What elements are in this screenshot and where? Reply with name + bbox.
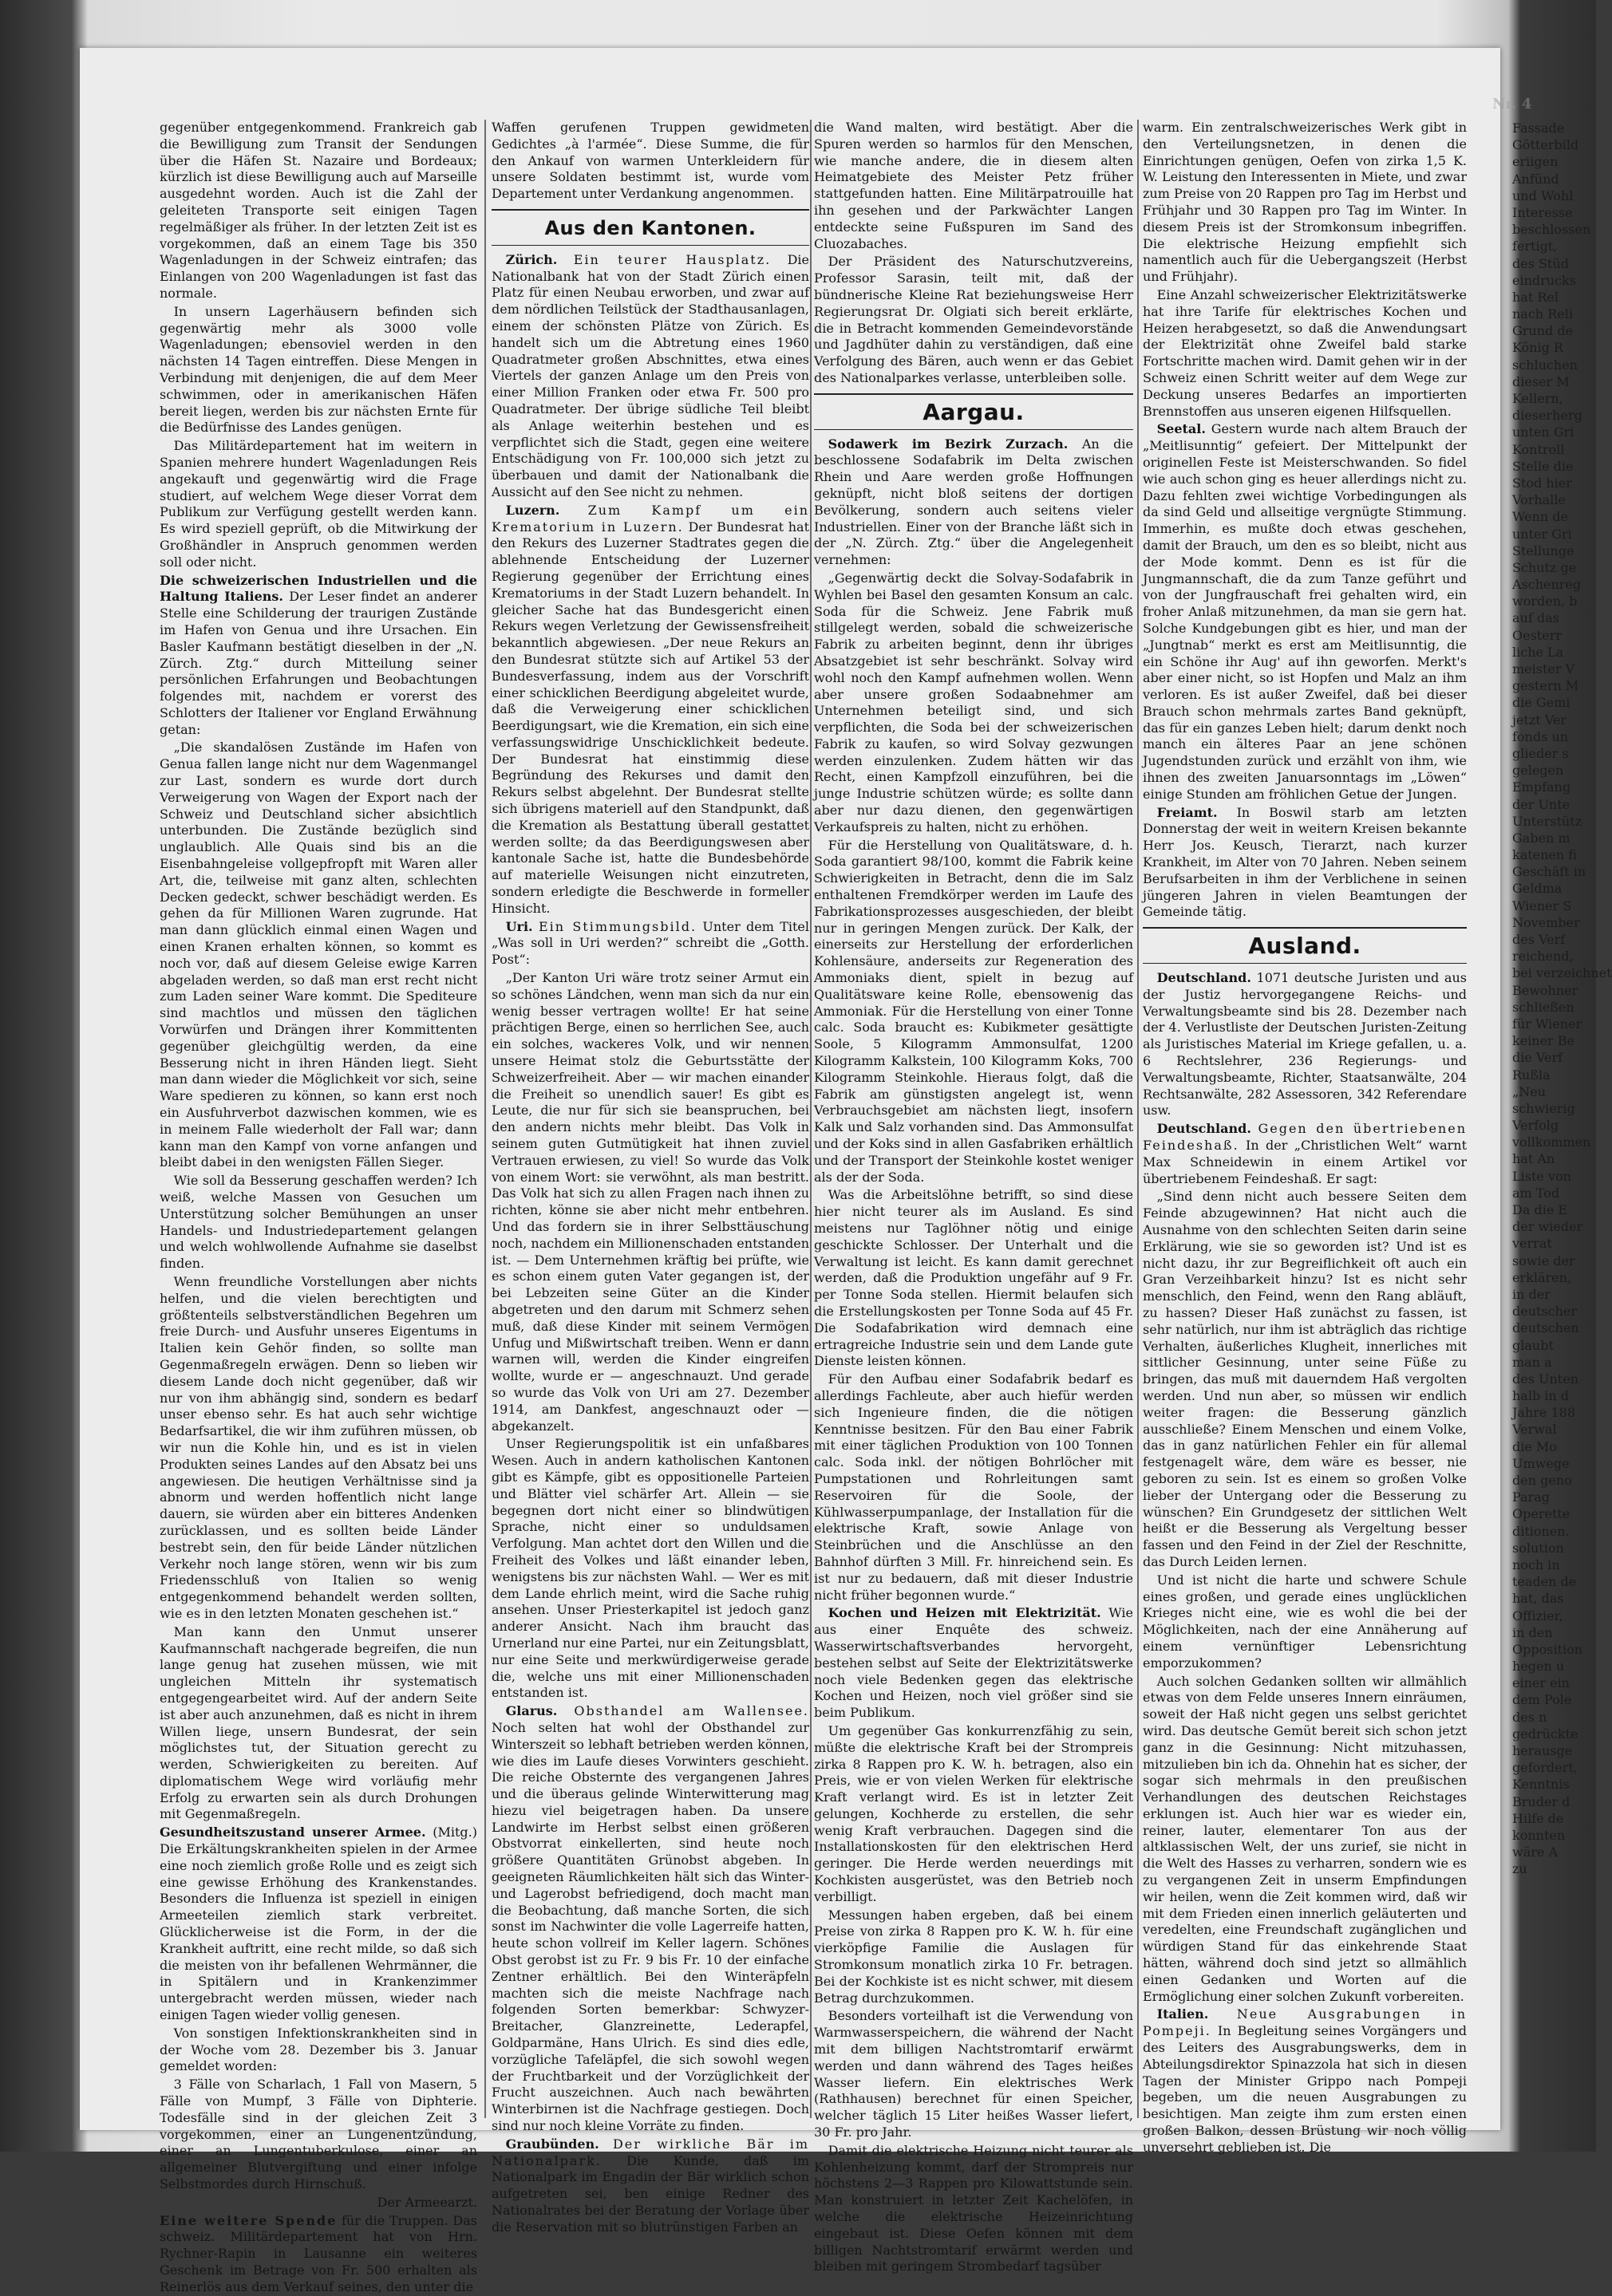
fragment-line: Opposition bbox=[1512, 1641, 1583, 1657]
fragment-line: Da die E bbox=[1512, 1202, 1568, 1217]
article-heading: Seetal. bbox=[1156, 421, 1206, 437]
paragraph: Die Nationalbank hat von der Stadt Zürich einen Platz für einen Neubau erworben, und zwar auf dem nördlichen Teilstück der Stadthausanlagen, einem der schönsten Plätze von Zürich. Es handelt sich um die Abtretung eines 1960 Quadratmeter großen Abschnittes, etwa eines Viertels der ganzen Anlage um den Preis von einer Million Franken oder etwa Fr. 500 pro Quadratmeter. Der übrige südliche Teil bleibt als Anlage weiterhin bestehen und es verpflichtet sich die Stadt, gegen eine weitere Entschädigung von Fr. 100,000 sich jetzt zu überbauen und damit der Nationalbank die Aussicht auf den See nicht zu nehmen. bbox=[492, 251, 809, 499]
paragraph: An die beschlossene Sodafabrik im Delta zwischen Rhein und Aare werden große Hoffnungen geknüpft, nicht bloß seitens der dortigen Bevölkerung, sondern auch seitens vieler Industriellen. Einer von der Branche läßt sich in der „N. Zürch. Ztg.“ über die Angelegenheit vernehmen: bbox=[814, 436, 1133, 568]
paragraph: Für den Aufbau einer Sodafabrik bedarf es allerdings Fachleute, aber auch hiefür werden sich Ingenieure finden, die die nötigen Kenntnisse besitzen. Für den Bau einer Fabrik mit einer täglichen Produktion von 100 Tonnen calc. Soda inkl. der nötigen Bohrlöcher mit Pumpstationen und Rohrleitungen samt Reservoiren für die Soole, der Kühlwasserpumpanlage, der Installation für die elektrische Kraft, sowie Anlage von Steinbrüchen und die Anschlüsse an den Bahnhof dürften 3 Mill. Fr. hinreichend sein. Es ist nur zu bedauern, daß mit dieser Industrie nicht früher begonnen wurde.“ bbox=[814, 1371, 1133, 1603]
paragraph: Gestern wurde nach altem Brauch der „Meitlisunntig“ gefeiert. Der Mittelpunkt der originellen Feste ist Meisterschwanden. So fidel wie auch schon ging es heuer allerdings nicht zu. Dazu fehlten zwei wichtige Vorbedingungen als da sind Geld und allseitige vergnügte Stimmung. Immerhin, es mußte doch etwas geschehen, damit der Brauch, um den es so bleibt, nicht aus der Mode kommt. Denn es ist für die Jungmannschaft, die da zum Tanze geführt und von der Jungfrauschaft frei gehalten wird, ein froher Anlaß mitzunehmen, da man sie gern hat. Solche Kundgebungen gibt es hier, und man der „Jungtnab“ merkt es erst am Meitlisunntig, die ein Schöne ihr Aug' auf ihn geworfen. Merkt's aber einer nicht, so ist Hopfen und Malz an ihm verloren. Es ist außer Zweifel, daß bei dieser Brauch schon mehrmals zartes Band geknüpft, das für ein ganzes Leben hielt; darum denkt noch manch ein älteres Paar an jene schönen Jugendstunden zurück und erzählt von ihm, wie ihnen des zweiten Januarsonntags im „Löwen“ einige Stunden am fröhlichen Getue der Jungen. bbox=[1143, 421, 1467, 802]
fragment-line: deutschen bbox=[1512, 1320, 1579, 1336]
section-heading: Aus den Kantonen. bbox=[544, 216, 757, 239]
fragment-line: jetzt Ver bbox=[1512, 712, 1567, 728]
paragraph: „Die skandalösen Zustände im Hafen von Genua fallen lange nicht nur dem Wagenmangel zur Last, sondern es wurde dort durch Verweigerung von Wagen der Export nach der Schweiz und Deutschland sicher absichtlich unterbunden. Die Zustände bezüglich sind unglaublich. Alle Quais sind bis an die Eisenbahngeleise vollgepfropft mit Waren aller Art, die, teilweise mit ganz alten, schlechten Decken gedeckt, schwer beschädigt werden. Es gehen da für Millionen Waren zugrunde. Hat man dann glücklich einmal einen Wagen und einen Kranen erhalten können, so kommt es noch vor, daß auf diesem Geleise ewige Karren abgeladen werden, so daß man erst recht nicht zum Laden seiner Ware kommt. Die Spediteure sind machtlos und müssen den täglichen Vorwürfen und Drängen ihrer Kommittenten gegenüber gleichgültig werden, da eine Besserung nicht in ihren Händen liegt. Sieht man dann wieder die Möglichkeit vor sich, seine Ware spedieren zu können, so kann erst noch ein Ausfuhrverbot dazwischen kommen, wie es in meinem Falle wiederholt der Fall war; dann kann man den Kampf von vorne anfangen und bleibt dabei in den wenigsten Fällen Sieger. bbox=[160, 740, 477, 1170]
fragment-line: am Tod bbox=[1512, 1185, 1560, 1201]
fragment-line: die Mo bbox=[1512, 1438, 1557, 1454]
article-heading: Gesundheitszustand unserer Armee. bbox=[160, 1825, 426, 1840]
fragment-line: Liste von bbox=[1512, 1168, 1571, 1184]
section-rule bbox=[492, 245, 809, 246]
fragment-line: des Verf bbox=[1512, 932, 1566, 947]
paragraph: Die Kunde, daß im Nationalpark im Engadin der Bär wirklich schon aufgetreten sei, ben einige Redner des Nationalrates bei der Beratung der Vorlage über die Reservation mit so blutrünstigen Farben an bbox=[492, 2152, 809, 2235]
fragment-line: Stelle die bbox=[1512, 458, 1574, 474]
fragment-line: Geschäft in bbox=[1512, 864, 1586, 880]
fragment-line: Interesse bbox=[1512, 204, 1573, 220]
column-rule bbox=[1137, 120, 1139, 2118]
fragment-line: Anfünd bbox=[1512, 171, 1559, 187]
column-5-fragment bbox=[1512, 120, 1612, 2122]
article-note: (Mitg.) bbox=[433, 1825, 477, 1840]
fragment-line: Rußla bbox=[1512, 1067, 1551, 1083]
column-1 bbox=[160, 120, 478, 2294]
fragment-line: in der bbox=[1512, 1286, 1551, 1302]
fragment-line: Fassade bbox=[1512, 120, 1565, 136]
fragment-line: deutscher bbox=[1512, 1304, 1578, 1320]
paragraph: Noch selten hat wohl der Obsthandel zur Winterszeit so lebhaft betrieben werden können, wie dies im Laufe dieses Vorwinters geschieht. Die reiche Obsternte des vergangenen Jahres und die überaus gelinde Winterwitterung mag hiezu viel beigetragen haben. Da unsere Landwirte im Herbst selbst einen größeren Obstvorrat einkellerten, sind heute noch größere Quantitäten Grünobst abgeben. In geeigneten Räumlichkeiten hält sich das Winter- und Lagerobst befriedigend, doch macht man die Beobachtung, daß manche Sorten, die sich sonst im Nachwinter die volle Lagerreife hatten, heute schon vollreif im Keller lagern. Schönes Obst gerobst ist zu Fr. 9 bis Fr. 10 der einfache Zentner erhältlich. Bei den Winteräpfeln machten sich die meiste Nachfrage nach folgenden Sorten bemerkbar: Schwyzer-Breitacher, Glanzreinette, Lederapfel, Goldparmäne, Hans Ulrich. Es sind dies edle, vorzügliche Tafeläpfel, die sich sowohl wegen der Fruchtbarkeit und der Vorzüglichkeit der Frucht auszeichnen. Auch nach bewährten Winterbirnen ist die Nachfrage gestiegen. Doch sind nur noch kleine Vorräte zu finden. bbox=[492, 1719, 809, 2134]
fragment-line: liche La bbox=[1512, 644, 1564, 660]
fragment-line: des Stüd bbox=[1512, 255, 1569, 271]
fragment-line: die Gemi bbox=[1512, 695, 1571, 711]
fragment-line: noch in bbox=[1512, 1556, 1560, 1572]
paragraph: Damit die elektrische Heizung nicht teurer als Kohlenheizung kommt, darf der Strompreis nur höchstens 2—3 Rappen pro Kilowattstunde sein. Man konstruiert in letzter Zeit Kachelöfen, in welche die elektrische Heizeinrichtung eingebaut ist. Diese Oefen können mit dem billigen Nachtstromtarif erwärmt werden und bleiben mit geringem Strombedarf tagsüber bbox=[814, 2142, 1133, 2274]
fragment-line: Vorhalle bbox=[1512, 492, 1566, 508]
fragment-line: glaubt bbox=[1512, 1337, 1554, 1353]
paragraph: In unsern Lagerhäusern befinden sich gegenwärtig mehr als 3000 volle Wagenladungen; ebensoviel werden in den nächsten 14 Tagen eintreffen. Diese Mengen in Verbindung mit denjenigen, die auf dem Meer schwimmen, oder in amerikanischen Häfen bereit liegen, werden bis zur nächsten Ernte für die Bedürfnisse des Landes genügen. bbox=[160, 303, 477, 436]
fragment-line: Verwal bbox=[1512, 1422, 1557, 1438]
fragment-line: dem Pole bbox=[1512, 1692, 1572, 1708]
paragraph: Eine Anzahl schweizerischer Elektrizitätswerke hat ihre Tarife für elektrisches Kochen und Heizen herabgesetzt, so daß die Anwendungsart der Elektrizität ohne Zweifel bald starke Fortschritte machen wird. Damit gehen wir in der Schweiz einen Schritt weiter auf dem Wege zur Deckung unseres Bedarfes an importierten Brennstoffen aus unseren eigenen Hilfsquellen. bbox=[1143, 286, 1467, 419]
fragment-line: meister V bbox=[1512, 661, 1575, 677]
fragment-line: und Wohl bbox=[1512, 187, 1574, 203]
section-rule bbox=[814, 393, 1133, 395]
fragment-line: Wiener S bbox=[1512, 897, 1572, 913]
fragment-line: Grund de bbox=[1512, 323, 1574, 339]
canton-heading: Graubünden. bbox=[505, 2136, 599, 2152]
article-heading: Eine weitere Spende bbox=[160, 2212, 338, 2228]
canton-heading: Zürich. bbox=[505, 251, 558, 267]
column-4 bbox=[1143, 120, 1468, 2155]
fragment-line: gestern M bbox=[1512, 678, 1579, 694]
fragment-line: Kenntnis bbox=[1512, 1777, 1570, 1793]
paragraph: In Begleitung seines Vorgängers und des Leiters des Ausgrabungswerks, dem in Abteilungsdirektor Spinazzola hat sich in diesen Tagen der Minister Grippo nach Pompeji begeben, um die neuen Ausgrabungen zu besichtigen. Man zeigte ihm zum ersten einen großen Balkon, dessen Brüstung wir noch völlig unversehrt geblieben ist. Die bbox=[1143, 2023, 1467, 2155]
canton-heading: Luzern. bbox=[505, 502, 560, 518]
fragment-line: Stod hier bbox=[1512, 475, 1572, 491]
country-heading: Italien. bbox=[1156, 2006, 1209, 2022]
fragment-line: November bbox=[1512, 914, 1580, 930]
fragment-line: schließen bbox=[1512, 999, 1574, 1015]
fragment-line: dieser M bbox=[1512, 373, 1570, 389]
paragraph: In der „Christlichen Welt“ warnt Max Schneidewin in einem Artikel vor übertriebenem Feindeshaß. Er sagt: bbox=[1143, 1138, 1468, 1186]
paragraph: Der Präsident des Naturschutzvereins, Professor Sarasin, teilt mit, daß der bündnerische Kleine Rat beziehungsweise Herr Regierungsrat Dr. Olgiati sich bereit erklärte, die in Betracht kommenden Gemeindevorstände und Jagdhüter dahin zu verständigen, daß eine Verfolgung des Bären, auch wenn er das Gebiet des Nationalparkes verlasse, unterbleiben solle. bbox=[814, 254, 1133, 385]
article-heading: Sodawerk im Bezirk Zurzach. bbox=[828, 436, 1069, 452]
fragment-line: für Wiener bbox=[1512, 1016, 1582, 1032]
paragraph: Messungen haben ergeben, daß bei einem Preise von zirka 8 Rappen pro K. W. h. für eine vierköpfige Familie die Auslagen für Stromkonsum monatlich zirka 10 Fr. betragen. Bei der Kochkiste ist es nicht schwer, mit diesem Betrag durchzukommen. bbox=[814, 1907, 1133, 2006]
fragment-line: gefordert, bbox=[1512, 1760, 1578, 1776]
fragment-line: der Unte bbox=[1512, 796, 1571, 812]
fragment-line: nach Reli bbox=[1512, 306, 1573, 322]
fragment-line: unten Gri bbox=[1512, 424, 1574, 440]
paragraph: 1071 deutsche Juristen und aus der Justiz hervorgegangene Reichs- und Verwaltungsbeamte sind bis 28. Dezember nach der 4. Verlustliste der Deutschen Juristen-Zeitung als Juristisches Material im Kriege gefallen, u. a. 6 Rechtslehrer, 236 Regierungs- und Verwaltungsbeamte, Richter, Staatsanwälte, 204 Rechtsanwälte, 282 Assessoren, 342 Referendare usw. bbox=[1143, 970, 1467, 1118]
fragment-line: teaden de bbox=[1512, 1574, 1577, 1590]
fragment-line: Parag bbox=[1512, 1489, 1551, 1505]
fragment-line: unter Gri bbox=[1512, 526, 1572, 542]
fragment-line: konnten bbox=[1512, 1827, 1566, 1843]
paragraph: Der Leser findet an anderer Stelle eine Schilderung der traurigen Zustände im Hafen von Genua und ihre Ursachen. Ein Basler Kaufmann bestätigt dieselben in der „N. Zürch. Ztg.“ durch Mitteilung seiner persönlichen Erfahrungen und Beobachtungen folgendes mit, nachdem er vorerst des Schlotters der Italiener vor England Erwähnung getan: bbox=[160, 589, 478, 737]
column-2 bbox=[492, 120, 810, 2235]
paragraph: 3 Fälle von Scharlach, 1 Fall von Masern, 5 Fälle von Mumpf, 3 Fälle von Diphterie. Todesfälle sind in der gleichen Zeit 3 vorgekommen, einer an Lungenentzündung, einer an Lungentuberkulose, einer an allgemeiner Blutvergiftung und einer infolge Selbstmordes durch Hirnschuß. bbox=[160, 2077, 477, 2192]
fragment-line: des n bbox=[1512, 1709, 1547, 1725]
fragment-line: erklären, bbox=[1512, 1269, 1571, 1285]
fragment-line: hegen u bbox=[1512, 1659, 1565, 1675]
paragraph: Von sonstigen Infektionskrankheiten sind in der Woche vom 28. Dezember bis 3. Januar gemeldet worden: bbox=[160, 2025, 477, 2074]
fragment-line: halb in d bbox=[1512, 1388, 1570, 1404]
paragraph: Die Erkältungskrankheiten spielen in der Armee eine noch ziemlich große Rolle und es zeigt sich eine gewisse Erhöhung des Krankenstandes. Besonders die Influenza ist speziell in einigen Armeeteilen ziemlich stark verbreitet. Glücklicherweise ist die Form, in der die Krankheit auftritt, eine recht milde, so daß sich die meisten von ihr befallenen Wehrmänner, die in Spitälern und in Krankenzimmer untergebracht werden müssen, wieder nach einigen Tagen wieder vollig genesen. bbox=[160, 1841, 477, 2023]
fragment-line: der wieder bbox=[1512, 1219, 1583, 1235]
article-heading: Die schweizerischen Industriellen und die Haltung Italiens. bbox=[160, 572, 477, 605]
section-rule bbox=[814, 429, 1133, 430]
paragraph: „Sind denn nicht auch bessere Seiten dem Feinde abzugewinnen? Hat nicht auch die Ausnahme von den schlechten Seiten darin seine Erklärung, wie sie so geworden ist? Und ist es nicht dazu, ihr zur Begreiflichkeit oft auch ein Gran Verzeihbarkeit hinzu? Ist es nicht sehr menschlich, den Feind, wenn den Rang abläuft, zu hassen? Dieser Haß zunächst zu fassen, ist sehr natürlich, nur ihm ist abträglich das richtige Verhalten, äußerliches Klugheit, innerliches mit sittlicher Gesinnung, unter seine Füße zu bringen, das muß mit dauerndem Haß vergolten werden. Und nun aber, so müssen wir endlich weiter fragen: die Besserung gänzlich ausschließe? Einem Menschen und einem Volke, das in ganz natürlichen Fehler ein für allemal festgenagelt wäre, dem wäre es besser, nie geboren zu sein. Ist es einem so großen Volke lieber der Untergang oder die Besserung zu wünschen? Ein Grundgesetz der sittlichen Welt heißt er die Besserung als Vergeltung besser fassen und den Feind in der Ziel der Reschnitte, das Durch Leiden lernen. bbox=[1143, 1189, 1467, 1569]
fragment-line: einer ein bbox=[1512, 1675, 1570, 1691]
fragment-line: Götterbild bbox=[1512, 137, 1579, 153]
fragment-line: vollkommen bbox=[1512, 1134, 1591, 1150]
fragment-line: sowie der bbox=[1512, 1253, 1575, 1268]
fragment-line: verrat bbox=[1512, 1236, 1552, 1252]
fragment-line: hat Rel bbox=[1512, 289, 1559, 305]
paragraph: warm. Ein zentralschweizerisches Werk gibt in den Verteilungsnetzen, in denen die Einrichtungen genügen, Oefen von zirka 1,5 K. W. Leistung den Interessenten in Miete, und zwar zum Preise von 20 Rappen pro Tag im Herbst und Frühjahr und 30 Rappen pro Tag im Winter. In diesem Preis ist der Stromkonsum inbegriffen. Die elektrische Heizung empfiehlt sich namentlich auch für die Uebergangszeit (Herbst und Frühjahr). bbox=[1143, 120, 1467, 285]
subheading: Ein teurer Hausplatz. bbox=[573, 251, 772, 267]
section-rule bbox=[1143, 963, 1467, 964]
paragraph: Was die Arbeitslöhne betrifft, so sind diese hier nicht teurer als im Ausland. Es sind meistens nur Taglöhner nötig und einige geschickte Schlosser. Der Unterhalt und die Verwaltung ist leicht. Es kann damit gerechnet werden, daß die Produktion ungefähr auf 9 Fr. per Tonne Soda stellen. Hiermit belaufen sich die Erstellungskosten per Tonne Soda auf 45 Fr. Die Sodafabrikation wird demnach eine ertragreiche Industrie sein und dem Lande gute Dienste leisten können. bbox=[814, 1187, 1133, 1369]
paragraph: Waffen gerufenen Truppen gewidmeten Gedichtes „à l'armée“. Diese Summe, die für den Ankauf von warmen Unterkleidern für unsere Soldaten bestimmt ist, wurde vom Departement unter Verdankung angenommen. bbox=[492, 120, 809, 202]
fragment-line: Umwege bbox=[1512, 1455, 1570, 1471]
subheading: Ein Stimmungsbild. bbox=[538, 918, 697, 934]
fragment-line: Kellern, bbox=[1512, 391, 1563, 406]
paragraph: Für die Herstellung von Qualitätsware, d. h. Soda garantiert 98/100, kommt die Fabrik keine Schwierigkeiten in Betracht, denn die im Salz enthaltenen Fremdkörper werden im Laufe des Fabrikationsprozesses ausgeschieden, der bleibt nur in geringen Mengen zurück. Der Kalk, der einerseits zur Herstellung der erforderlichen Kohlensäure, anderseits zur Regeneration des Ammoniaks dient, spielt in bezug auf Qualitätsware keine Rolle, ebensowenig das Ammoniak. Für die Herstellung von einer Tonne calc. Soda braucht es: Kubikmeter gesättigte Soole, 5 Kilogramm Ammonsulfat, 1200 Kilogramm Kalkstein, 100 Kilogramm Koks, 700 Kilogramm Steinkohle. Hieraus folgt, daß die Fabrik am günstigsten angelegt ist, wenn Verbrauchsgebiet am nächsten liegt, insofern Kalk und Salz vorhanden sind. Das Ammonsulfat und der Koks sind in allen Gasfabriken erhältlich und der Transport der Steinkohle kostet weniger als der der Soda. bbox=[814, 837, 1133, 1185]
subheading: Obsthandel am Wallensee. bbox=[574, 1703, 809, 1719]
fragment-line: hat, das bbox=[1512, 1591, 1564, 1607]
fragment-line: Operette bbox=[1512, 1506, 1571, 1522]
fragment-line: beschlossen bbox=[1512, 222, 1591, 238]
paragraph: Um gegenüber Gas konkurrenzfähig zu sein, müßte die elektrische Kraft bei der Strompreis zirka 8 Rappen pro K. W. h. betragen, also ein Preis, wie er von vielen Werken für elektrische Kraft verlangt wird. Es ist in letzter Zeit gelungen, Kochherde zu erstellen, die sehr wenig Kraft verbrauchen. Dagegen sind die Installationskosten für den elektrischen Herd geringer. Die Herde werden neuerdings mit Kochkisten ausgerüstet, was den Betrieb noch verbilligt. bbox=[814, 1722, 1133, 1904]
fragment-line: schwierig bbox=[1512, 1100, 1575, 1116]
column-rule bbox=[484, 120, 486, 2118]
fragment-line: Kontroll bbox=[1512, 441, 1565, 457]
fragment-line: herausge bbox=[1512, 1743, 1573, 1758]
paragraph: Besonders vorteilhaft ist die Verwendung von Warmwasserspeichern, die während der Nacht mit dem billigen Nachtstromtarif erwärmt werden und dann während des Tages heißes Wasser liefern. Ein elektrisches Werk (Rathhausen) berechnet für einen Speicher, welcher täglich 15 Liter heißes Wasser liefert, 30 Fr. pro Jahr. bbox=[814, 2008, 1133, 2140]
fragment-line: „Neu bbox=[1512, 1083, 1547, 1099]
fragment-line: ditionen. bbox=[1512, 1523, 1570, 1539]
fragment-line: Stellunge bbox=[1512, 542, 1574, 558]
country-heading: Deutschland. bbox=[1156, 1121, 1251, 1137]
fragment-line: solution bbox=[1512, 1540, 1564, 1556]
fragment-line: Oesterr bbox=[1512, 627, 1562, 643]
fragment-line: eindrucks bbox=[1512, 272, 1576, 288]
fragment-line: hat An bbox=[1512, 1151, 1555, 1167]
paragraph: Man kann den Unmut unserer Kaufmannschaft nachgerade begreifen, die nun lange genug hat zusehen müssen, wie mit ungleichen Mitteln ihr systematisch entgegengearbeitet wird. Auf der andern Seite ist aber auch anzunehmen, daß es nicht in ihrem Willen liege, unsern Bundesrat, der sein möglichstes tut, der Situation gerecht zu werden, Schwierigkeiten zu bereiten. Auf diplomatischem Wege wird vorläufig mehr Erfolg zu erwarten sein als durch Drohungen mit Gegenmaßregeln. bbox=[160, 1623, 477, 1822]
fragment-line: zu bbox=[1512, 1861, 1527, 1877]
fragment-line: bei verzeichnet bbox=[1512, 965, 1612, 981]
paragraph: In Boswil starb am letzten Donnerstag der weit in weitern Kreisen bekannte Herr Jos. Keusch, Tierarzt, nach kurzer Krankheit, im Alter von 70 Jahren. Neben seinem Berufsarbeiten in ihm der Verblichene in seinen jüngeren Jahren in vielen Beamtungen der Gemeinde tätig. bbox=[1143, 804, 1467, 920]
article-heading: Kochen und Heizen mit Elektrizität. bbox=[828, 1605, 1101, 1621]
fragment-line: Offizier, bbox=[1512, 1608, 1563, 1623]
fragment-line: in den bbox=[1512, 1624, 1553, 1640]
fragment-line: König R bbox=[1512, 340, 1563, 356]
fragment-line: man a bbox=[1512, 1354, 1552, 1370]
fragment-line: katenen fi bbox=[1512, 847, 1577, 863]
fragment-line: gedrückte bbox=[1512, 1726, 1578, 1742]
subheading: Neue Ausgrabungen in Pompeji. bbox=[1143, 2006, 1467, 2039]
canton-heading: Glarus. bbox=[505, 1703, 558, 1719]
fragment-line: glieder s bbox=[1512, 745, 1569, 761]
subheading: Der wirkliche Bär im Nationalpark. bbox=[492, 2136, 809, 2168]
fragment-line: Empfang bbox=[1512, 779, 1571, 795]
fragment-line: auf das bbox=[1512, 610, 1559, 626]
fragment-line: fonds un bbox=[1512, 728, 1569, 744]
paragraph: die Wand malten, wird bestätigt. Aber die Spuren werden so harmlos für den Menschen, wie manche andere, die in diesem alten Heimatgebiete des Meister Petz früher stattgefunden hatten. Eine Militärpatrouille hat ihn gesehen und der Parkwächter Langen entdeckte seine Fußspuren im Sand des Cluozabaches. bbox=[814, 120, 1133, 251]
fragment-line: die Verf bbox=[1512, 1050, 1563, 1066]
fragment-line: gelegen bbox=[1512, 763, 1564, 779]
column-3 bbox=[814, 120, 1133, 2274]
canton-heading: Uri. bbox=[505, 918, 533, 934]
fragment-line: Bruder d bbox=[1512, 1793, 1571, 1809]
fragment-line: wäre A bbox=[1512, 1844, 1558, 1860]
section-heading: Ausland. bbox=[1248, 933, 1361, 960]
fragment-line: reichend, bbox=[1512, 949, 1574, 965]
fragment-line: schluchen bbox=[1512, 357, 1578, 373]
paragraph: gegenüber entgegenkommend. Frankreich gab die Bewilligung zum Transit der Sendungen über die Häfen St. Nazaire und Bordeaux; kürzlich ist diese Bewilligung auch auf Marseille ausgedehnt worden. Auch ist die Zahl der geleiteten Transporte seit einigen Tagen regelmäßiger als früher. In der letzten Zeit ist es vorgekommen, daß an einem Tage bis 350 Wagenladungen in der Schweiz eintrafen; das Einlangen von 200 Wagenladungen ist fast das normale. bbox=[160, 120, 477, 301]
fragment-line: fertigt, bbox=[1512, 239, 1558, 254]
paragraph: „Der Kanton Uri wäre trotz seiner Armut ein so schönes Ländchen, wenn man sich da nur ein wenig besser vertragen wollte! Er hat seine prächtigen Berge, einen so herrlichen See, auch ein solches, wackeres Volk, und wir nennen unsere Heimat stolz die Geburtsstätte der Schweizerfreiheit. Aber — wir machen einander die Freiheit so unendlich sauer! Es gibt es Leute, die nur für sich sie beanspruchen, bei den andern nichts mehr bleibt. Das Volk in seinem guten Gutmütigkeit hat ihnen zuviel Vertrauen erwiesen, zu viel! So wurde das Volk von einem Wort: sie verwöhnt, als man bestritt. Das Volk hat sich zu allen Fragen nach ihnen zu richten, könne sie aber nicht mehr entbehren. Und das fordern sie in ihrer Selbsttäuschung noch, nachdem ein Millionenschaden entstanden ist. — Dem Unternehmen kräftig bei prüfte, wie es schon einem guten Vater gegangen ist, der bei Lebzeiten seine Güter an die Kinder abgetreten und den darum mit Schmerz sehen muß, daß diese Kinder mit seinem Vermögen Unfug und Mißwirtschaft treiben. Wenn er dann warnen will, werden die Kinder eingreifen wollte, wurde er — angeschnauzt. Und gerade so wurde das Volk von Uri am 27. Dezember 1914, am Dankfest, angeschnauzt oder — abgekanzelt. bbox=[492, 970, 809, 1434]
fragment-line: Hilfe de bbox=[1512, 1810, 1564, 1826]
paragraph: Wie aus einer Enquête des schweiz. Wasserwirtschaftsverbandes hervorgeht, bestehen selbst auf Seite der Elektrizitätswerke noch viele Bedenken gegen das elektrische Kochen und Heizen, noch viel größer sind sie beim Publikum. bbox=[814, 1605, 1133, 1721]
page-number-ghost: Nr. 4 bbox=[1492, 96, 1532, 112]
article-heading: Freiamt. bbox=[1156, 804, 1218, 820]
fragment-line: keiner Be bbox=[1512, 1033, 1575, 1049]
signature: Der Armeearzt. bbox=[377, 2194, 477, 2210]
paragraph: Unter dem Titel „Was soll in Uri werden?“ schreibt die „Gotth. Post“: bbox=[492, 918, 810, 968]
subheading: Zum Kampf um ein Krematorium in Luzern. bbox=[492, 502, 810, 535]
fragment-line: des Unten bbox=[1512, 1371, 1578, 1387]
fragment-line: Jahre 188 bbox=[1512, 1405, 1575, 1421]
paragraph: Das Militärdepartement hat im weitern in Spanien mehrere hundert Wagenladungen Reis angekauft und gegenwärtig wird die Frage studiert, auf welchem Wege dieser Vorrat dem Publikum zur Verfügung gestellt werden kann. Es wird speziell geprüft, ob die Mitwirkung der Großhändler in Anspruch genommen werden soll oder nicht. bbox=[160, 438, 477, 570]
paragraph: Wenn freundliche Vorstellungen aber nichts helfen, und die vielen berechtigten und größtenteils selbstverständlichen Begehren um freie Durch- und Ausfuhr unseres Eigentums in Italien kein Gehör finden, so sollte man Gegenmaßregeln erwägen. Denn so lieben wir diesem Lande doch nicht gegenüber, daß wir nur von ihm abhängig sind, sondern es bedarf unser ebenso sehr. Es hat auch sehr wichtige Bedarfsartikel, die wir ihm zuführen müssen, ob wir nun die Kohle hin, und es ist in vielen Produkten seines Landes auf den Absatz bei uns angewiesen. Die heutigen Verhältnisse sind ja abnorm und werden hoffentlich nicht lange dauern, sie würden aber ein bitteres Andenken zurücklassen, und es sollten beide Länder bestrebt sein, den für beide Länder nützlichen Verkehr noch lange stören, wenn wir bis zum Friedensschluß von Italien so wenig entgegenkommend behandelt werden sollten, wie es in den letzten Monaten geschehen ist.“ bbox=[160, 1273, 477, 1621]
paragraph: „Gegenwärtig deckt die Solvay-Sodafabrik in Wyhlen bei Basel den gesamten Konsum an calc. Soda für die Schweiz. Jene Fabrik muß stillgelegt werden, sobald die schweizerische Fabrik zu arbeiten beginnt, denn ihr übriges Absatzgebiet ist sehr beschränkt. Solvay wird wohl noch den Kampf aufnehmen wollen. Wenn aber unsere großen Sodaabnehmer am Unternehmen beteiligt sind, und sich verpflichten, die Soda bei der schweizerischen Fabrik zu kaufen, so wird Solvay gezwungen werden einzulenken. Zudem hätten wir das Recht, einen Kampfzoll einzuführen, bei die junge Industrie schützen würde; es sollte dann aber nur dazu dienen, den gegenwärtigen Verkaufspreis zu halten, nicht zu erhöhen. bbox=[814, 570, 1133, 834]
fragment-line: Verfolg bbox=[1512, 1118, 1559, 1134]
fragment-line: Aschenreg bbox=[1512, 577, 1582, 593]
fragment-line: den geno bbox=[1512, 1473, 1572, 1488]
fragment-line: Wenn de bbox=[1512, 509, 1569, 525]
section-rule bbox=[1143, 927, 1467, 929]
section-heading: Aargau. bbox=[923, 398, 1025, 425]
country-heading: Deutschland. bbox=[1156, 970, 1251, 986]
fragment-line: eriigen bbox=[1512, 154, 1559, 170]
fragment-line: dieserherg bbox=[1512, 408, 1582, 424]
fragment-line: Schutz ge bbox=[1512, 559, 1577, 575]
paragraph: für die Truppen. Das schweiz. Militärdepartement hat von Hrn. Rychner-Rapin in Lausanne ein weiteres Geschenk im Betrage von Fr. 500 erhalten als Reinerlös aus dem Verkauf seines, den unter die bbox=[160, 2212, 477, 2294]
fragment-line: Unterstütz bbox=[1512, 813, 1582, 829]
paragraph: Und ist nicht die harte und schwere Schule eines großen, und gerade eines unglücklichen Krieges nicht eine, wie es wohl die bei der Möglichkeiten, nach der eine Annäherung auf einem vernünftiger Lebensrichtung emporzukommen? bbox=[1143, 1572, 1467, 1671]
column-rule bbox=[810, 120, 812, 2118]
section-rule bbox=[492, 209, 809, 211]
fragment-line: Geldma bbox=[1512, 881, 1563, 897]
fragment-line: worden, b bbox=[1512, 594, 1578, 610]
fragment-line: Bewohner bbox=[1512, 982, 1578, 998]
subheading: Gegen den übertriebenen Feindeshaß. bbox=[1143, 1121, 1467, 1154]
fragment-line: Gaben m bbox=[1512, 830, 1571, 846]
paragraph: Wie soll da Besserung geschaffen werden? Ich weiß, welche Massen von Gesuchen um Unterstützung solcher Bemühungen an unser Handels- und Industriedepartement gelangen und welch wohlwollende Aufnahme sie daselbst finden. bbox=[160, 1173, 477, 1272]
paragraph: Unser Regierungspolitik ist ein unfaßbares Wesen. Auch in andern katholischen Kantonen gibt es Kämpfe, gibt es oppositionelle Parteien und Blätter viel schärfer Art. Allein — sie begegnen dort nicht einer so blindwütigen Sprache, nicht einer so unduldsamen Verfolgung. Man achtet dort den Willen und die Freiheit des Volkes und läßt einander leben, wenigstens bis zur nächsten Wahl. — Wer es mit dem Lande ehrlich meint, wird die Sache ruhig ansehen. Unser Priesterkapitel ist jedoch ganz anderer Ansicht. Nach ihm braucht das Urnerland nur eine Partei, nur ein Zeitungsblatt, nur eine Seite und merkwürdigerweise gerade die, welche uns mit einer Millionenschaden entstanden ist. bbox=[492, 1436, 809, 1701]
paragraph: Auch solchen Gedanken sollten wir allmählich etwas von dem Felde unseres Innern einräumen, soweit der Haß nicht gegen uns selbst gerichtet wird. Das deutsche Gemüt bereit sich schon jetzt ganz in die Gesinnung: Nicht mitzuhassen, mitzulieben bin ich da. Ohnehin hat es sicher, der sogar sich mehrmals in den preußischen Verhandlungen des deutschen Reichstages erklungen ist. Auch hier war es wieder ein, reiner, lauter, elementarer Ton aus der altklassischen Welt, der uns zurief, sie nicht in die Welt des Hasses zu verharren, sondern wie es zu vergangenen Zeit in unserm Empfindungen wir heilen, wenn die Zeit kommen wird, daß wir mit dem Frieden einen innerlich geläuterten und veredelten, eine Freundschaft zugänglichen und würdigen Stand für das einkehrende Staat hätten, während doch sind jetzt so allmählich einen Gedanken und Worten auf die Ermöglichung einer solchen Zukunft vorbereiten. bbox=[1143, 1673, 1467, 2004]
paragraph: Der Bundesrat hat den Rekurs des Luzerner Stadtrates gegen die ablehnende Entscheidung der Luzerner Regierung gegenüber der Errichtung eines Krematoriums in der Stadt Luzern behandelt. In gleicher Sache hat das Bundesgericht einen Rekurs wegen Verletzung der Gewissensfreiheit bekanntlich abgewiesen. „Der neue Rekurs an den Bundesrat stützte sich auf Artikel 53 der Bundesverfassung, indem aus der Vorschrift einer schicklichen Beerdigung abgeleitet wurde, daß die Verweigerung einer schicklichen Beerdigungsart, wie die Kremation, ein sich eine verfassungswidrige Unschicklichkeit bedeute. Der Bundesrat hat einstimmig diese Begründung des Rekurses und damit den Rekurs selbst abgelehnt. Der Bundesrat stellte sich übrigens materiell auf den Standpunkt, daß die Kremation als Bestattung überall gestattet werden sollte; da das Beerdigungswesen aber kantonale Sache ist, hatte die Bundesbehörde auf materielle Weisungen nicht einzutreten, sondern erledigte die Beschwerde in formeller Hinsicht. bbox=[492, 519, 810, 916]
